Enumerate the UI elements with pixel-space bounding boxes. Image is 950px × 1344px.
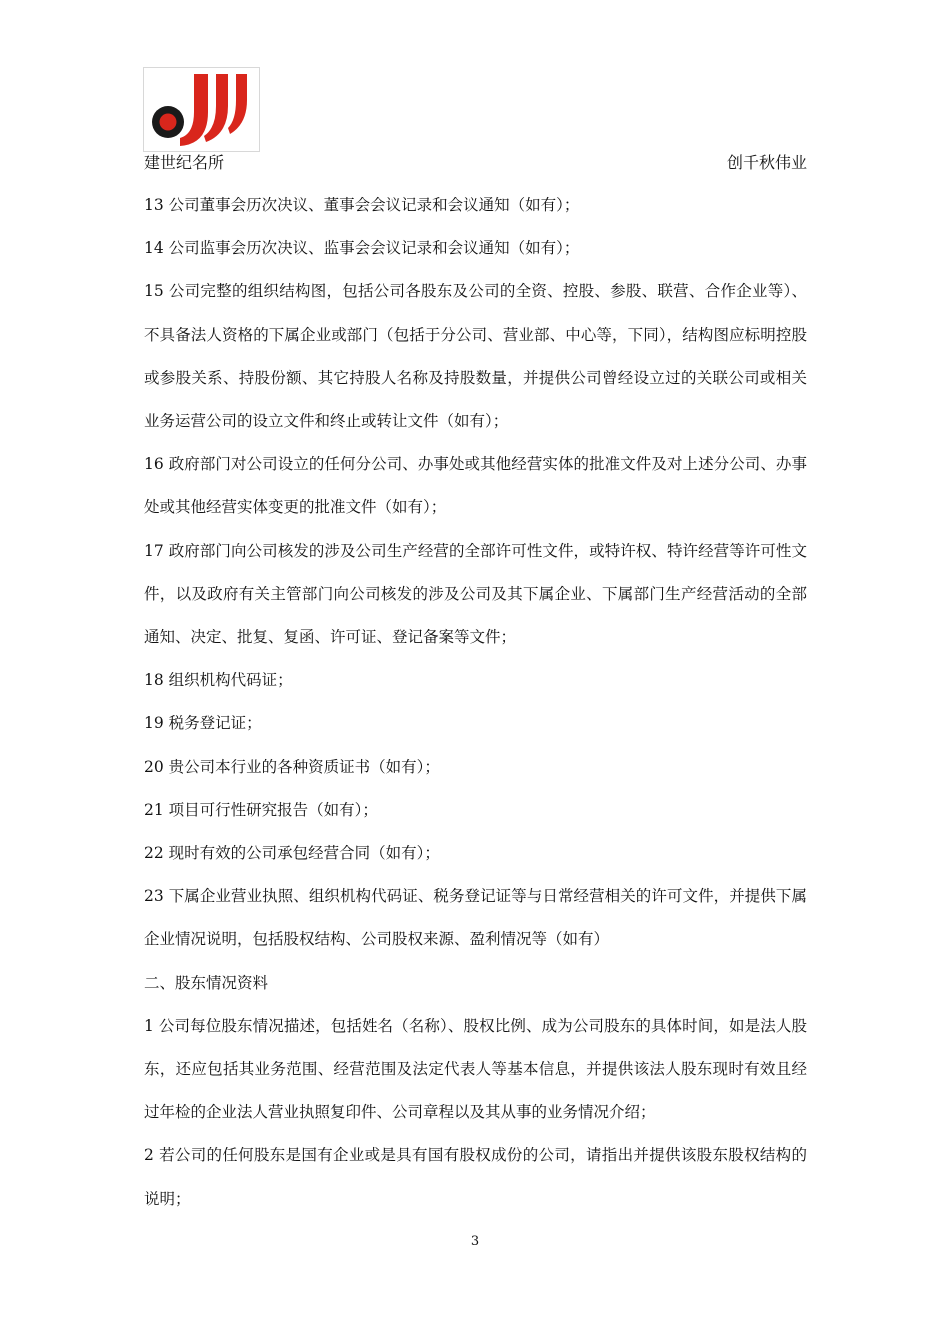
list-item-16: 16 政府部门对公司设立的任何分公司、办事处或其他经营实体的批准文件及对上述分公司、办事处或其他经营实体变更的批准文件（如有）； xyxy=(144,455,807,517)
list-item-14: 14 公司监事会历次决议、监事会会议记录和会议通知（如有）； xyxy=(144,239,580,258)
shareholder-item-1: 1 公司每位股东情况描述，包括姓名（名称）、股权比例、成为公司股东的具体时间，如是法人股东，还应包括其业务范围、经营范围及法定代表人等基本信息，并提供该法人股东现时有效且经过年检的企业法人营业执照复印件、公司章程以及其从事的业务情况介绍； xyxy=(144,1016,807,1122)
list-item-17: 17 政府部门向公司核发的涉及公司生产经营的全部许可性文件，或特许权、特许经营等许可性文件，以及政府有关主管部门向公司核发的涉及公司及其下属企业、下属部门生产经营活动的全部通知、决定、批复、复函、许可证、登记备案等文件； xyxy=(144,541,807,647)
document-body xyxy=(144,184,807,1221)
list-item-18: 18 组织机构代码证； xyxy=(144,671,293,690)
shareholder-item-2: 2 若公司的任何股东是国有企业或是具有国有股权成份的公司，请指出并提供该股东股权结构的说明； xyxy=(144,1146,807,1208)
list-item-23: 23 下属企业营业执照、组织机构代码证、税务登记证等与日常经营相关的许可文件，并提供下属企业情况说明，包括股权结构、公司股权来源、盈利情况等（如有） xyxy=(144,887,807,949)
list-item-22: 22 现时有效的公司承包经营合同（如有）； xyxy=(144,844,440,863)
list-item-15: 15 公司完整的组织结构图，包括公司各股东及公司的全资、控股、参股、联营、合作企业等）、不具备法人资格的下属企业或部门（包括于分公司、营业部、中心等，下同），结构图应标明控股或参股关系、持股份额、其它持股人名称及持股数量，并提供公司曾经设立过的关联公司或相关业务运营公司的设立文件和终止或转让文件（如有）； xyxy=(144,282,807,431)
list-item-21: 21 项目可行性研究报告（如有）； xyxy=(144,800,378,819)
header-slogan-right: 创千秋伟业 xyxy=(726,153,807,172)
section-heading-shareholders: 二、股东情况资料 xyxy=(144,973,269,992)
list-item-13: 13 公司董事会历次决议、董事会会议记录和会议通知（如有）； xyxy=(144,196,580,214)
list-item-20: 20 贵公司本行业的各种资质证书（如有）； xyxy=(144,757,440,776)
page-number: 3 xyxy=(470,1234,480,1249)
list-item-19: 19 税务登记证； xyxy=(144,714,262,733)
logo-mark-icon xyxy=(144,68,259,151)
company-logo xyxy=(143,67,260,152)
page-header xyxy=(144,150,807,176)
header-slogan-left: 建世纪名所 xyxy=(144,153,225,172)
